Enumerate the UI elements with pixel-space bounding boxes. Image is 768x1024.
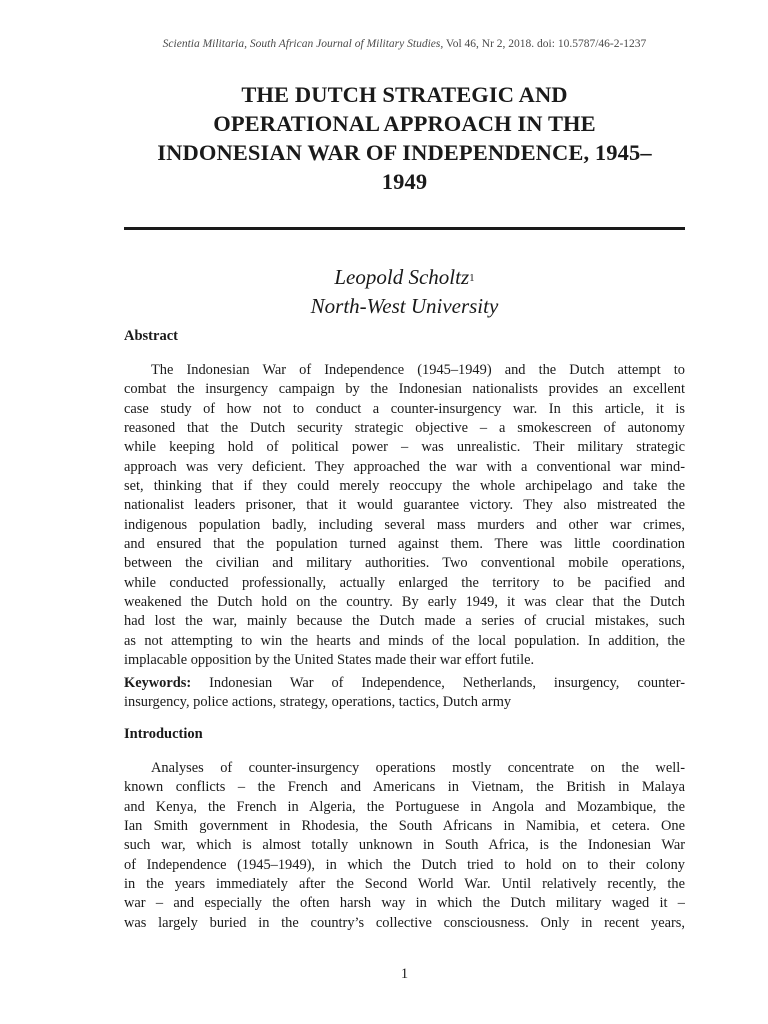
keywords-line (124, 674, 685, 693)
author-affiliation: North-West University (310, 294, 499, 318)
text-line: approach was very deficient. They approached the war with a conventional war mind- (124, 458, 685, 475)
text-line: while keeping hold of political power – was unrealistic. Their military strategic (124, 439, 685, 456)
abstract-heading: Abstract (124, 328, 178, 344)
text-line: case study of how not to conduct a counter-insurgency war. In this article, it is (124, 400, 685, 417)
text-line: implacable opposition by the United States made their war effort futile. (124, 652, 535, 669)
keywords-text: Indonesian War of Independence, Netherlands, insurgency, counter- (191, 675, 685, 691)
title-line: OPERATIONAL APPROACH IN THE (213, 111, 596, 136)
footnote-marker[interactable]: 1 (469, 272, 475, 284)
text-line: The Indonesian War of Independence (1945–1949) and the Dutch attempt to (151, 362, 685, 378)
running-head (124, 38, 685, 50)
title-line: THE DUTCH STRATEGIC AND (241, 82, 568, 107)
author-name-line (124, 263, 685, 292)
author-name: Leopold Scholtz (334, 265, 470, 289)
title-line: INDONESIAN WAR OF INDEPENDENCE, 1945– (157, 140, 652, 165)
text-line: reasoned that the Dutch security strategic objective – a smokescreen of autonomy (124, 420, 685, 437)
text-line: and Kenya, the French in Algeria, the Portuguese in Angola and Mozambique, the (124, 798, 685, 815)
abstract-paragraph (124, 361, 685, 671)
introduction-heading: Introduction (124, 726, 203, 742)
text-line: Ian Smith government in Rhodesia, the South Africans in Namibia, et cetera. One (124, 818, 685, 835)
text-line: as not attempting to win the hearts and minds of the local population. In addition, the (124, 632, 685, 649)
issue-details: Vol 46, Nr 2, 2018. doi: 10.5787/46-2-1237 (443, 38, 647, 50)
text-line: Analyses of counter-insurgency operations mostly concentrate on the well- (151, 760, 685, 776)
text-line: had lost the war, mainly because the Dutch made a series of crucial mistakes, such (124, 613, 685, 630)
text-line: between the civilian and military authorities. Two conventional mobile operations, (124, 555, 685, 572)
text-line: while conducted professionally, actually enlarged the territory to be pacified and (124, 574, 685, 591)
text-line: set, thinking that if they could merely reoccupy the whole archipelago and take the (124, 478, 685, 495)
text-line: and ensured that the population turned against them. There was little coordination (124, 536, 685, 553)
title-divider (124, 227, 685, 230)
keywords-line: insurgency, police actions, strategy, operations, tactics, Dutch army (124, 694, 512, 711)
text-line: known conflicts – the French and Americans in Vietnam, the British in Malaya (124, 779, 685, 796)
text-line: weakened the Dutch hold on the country. By early 1949, it was clear that the Dutch (124, 594, 685, 611)
journal-name: Scientia Militaria, South African Journal of Military Studies, (162, 38, 444, 50)
introduction-paragraph (124, 759, 685, 933)
text-line: such war, which is almost totally unknown in South Africa, is the Indonesian War (124, 837, 685, 854)
text-line: nationalist leaders prisoner, that it would guarantee victory. They also mistreated the (124, 497, 685, 514)
author-block (124, 263, 685, 321)
text-line: was largely buried in the country’s collective consciousness. Only in recent years, (124, 914, 685, 931)
article-title (124, 80, 685, 196)
text-line: combat the insurgency campaign by the Indonesian nationalists provides an excellent (124, 381, 685, 398)
text-line: of Independence (1945–1949), in which the Dutch tried to hold on to their colony (124, 856, 685, 873)
keywords-block (124, 674, 685, 713)
page-number: 1 (400, 966, 409, 982)
paper-page (124, 0, 685, 1024)
title-line: 1949 (381, 169, 428, 194)
text-line: indigenous population badly, including several mass murders and other war crimes, (124, 516, 685, 533)
text-line: war – and especially the often harsh way in which the Dutch military waged it – (124, 895, 685, 912)
text-line: in the years immediately after the Second World War. Until relatively recently, the (124, 876, 685, 893)
keywords-label: Keywords: (124, 675, 192, 691)
